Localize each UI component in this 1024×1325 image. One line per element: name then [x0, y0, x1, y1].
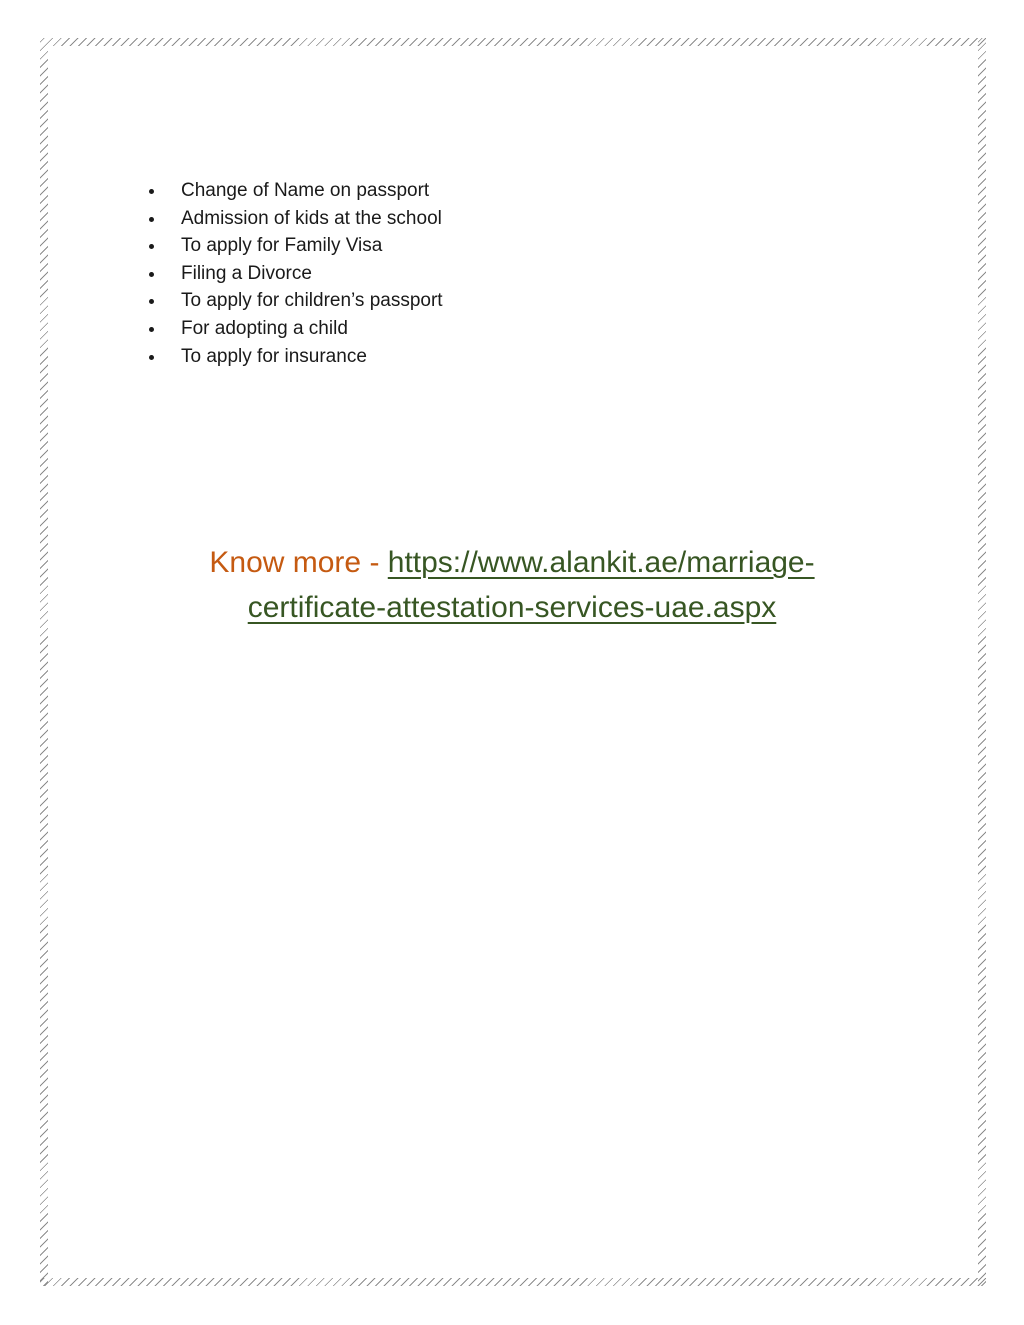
know-more-label: Know more - — [209, 546, 388, 579]
list-item — [145, 315, 443, 343]
list-item — [145, 287, 443, 315]
list-item-text: To apply for children’s passport — [181, 290, 443, 312]
page-border-bottom — [40, 1278, 986, 1286]
list-item — [145, 177, 443, 205]
bullet-icon — [149, 272, 154, 277]
list-item-text: To apply for Family Visa — [181, 235, 383, 257]
page-border-top — [40, 38, 986, 46]
page-border-right — [978, 38, 986, 1286]
know-more-block — [0, 540, 1024, 630]
list-item-text: For adopting a child — [181, 317, 348, 339]
bullet-icon — [149, 299, 154, 304]
bullet-icon — [149, 189, 154, 194]
bullet-icon — [149, 355, 154, 360]
list-item — [145, 232, 443, 260]
list-item — [145, 260, 443, 288]
list-item-text: Change of Name on passport — [181, 180, 430, 201]
know-more-link-line1: https://www.alankit.ae/marriage- — [387, 546, 815, 579]
list-item-text: To apply for insurance — [181, 345, 367, 367]
list-item-text: Filing a Divorce — [181, 262, 312, 284]
bullet-icon — [149, 217, 154, 222]
know-more-link-line2: certificate-attestation-services-uae.aspx — [247, 591, 777, 624]
bullet-icon — [149, 327, 154, 332]
bullet-icon — [149, 244, 154, 249]
page-border-left — [40, 38, 48, 1286]
list-item-text: Admission of kids at the school — [181, 207, 442, 229]
list-item — [145, 343, 443, 371]
list-item — [145, 205, 443, 233]
uses-list — [145, 177, 443, 370]
